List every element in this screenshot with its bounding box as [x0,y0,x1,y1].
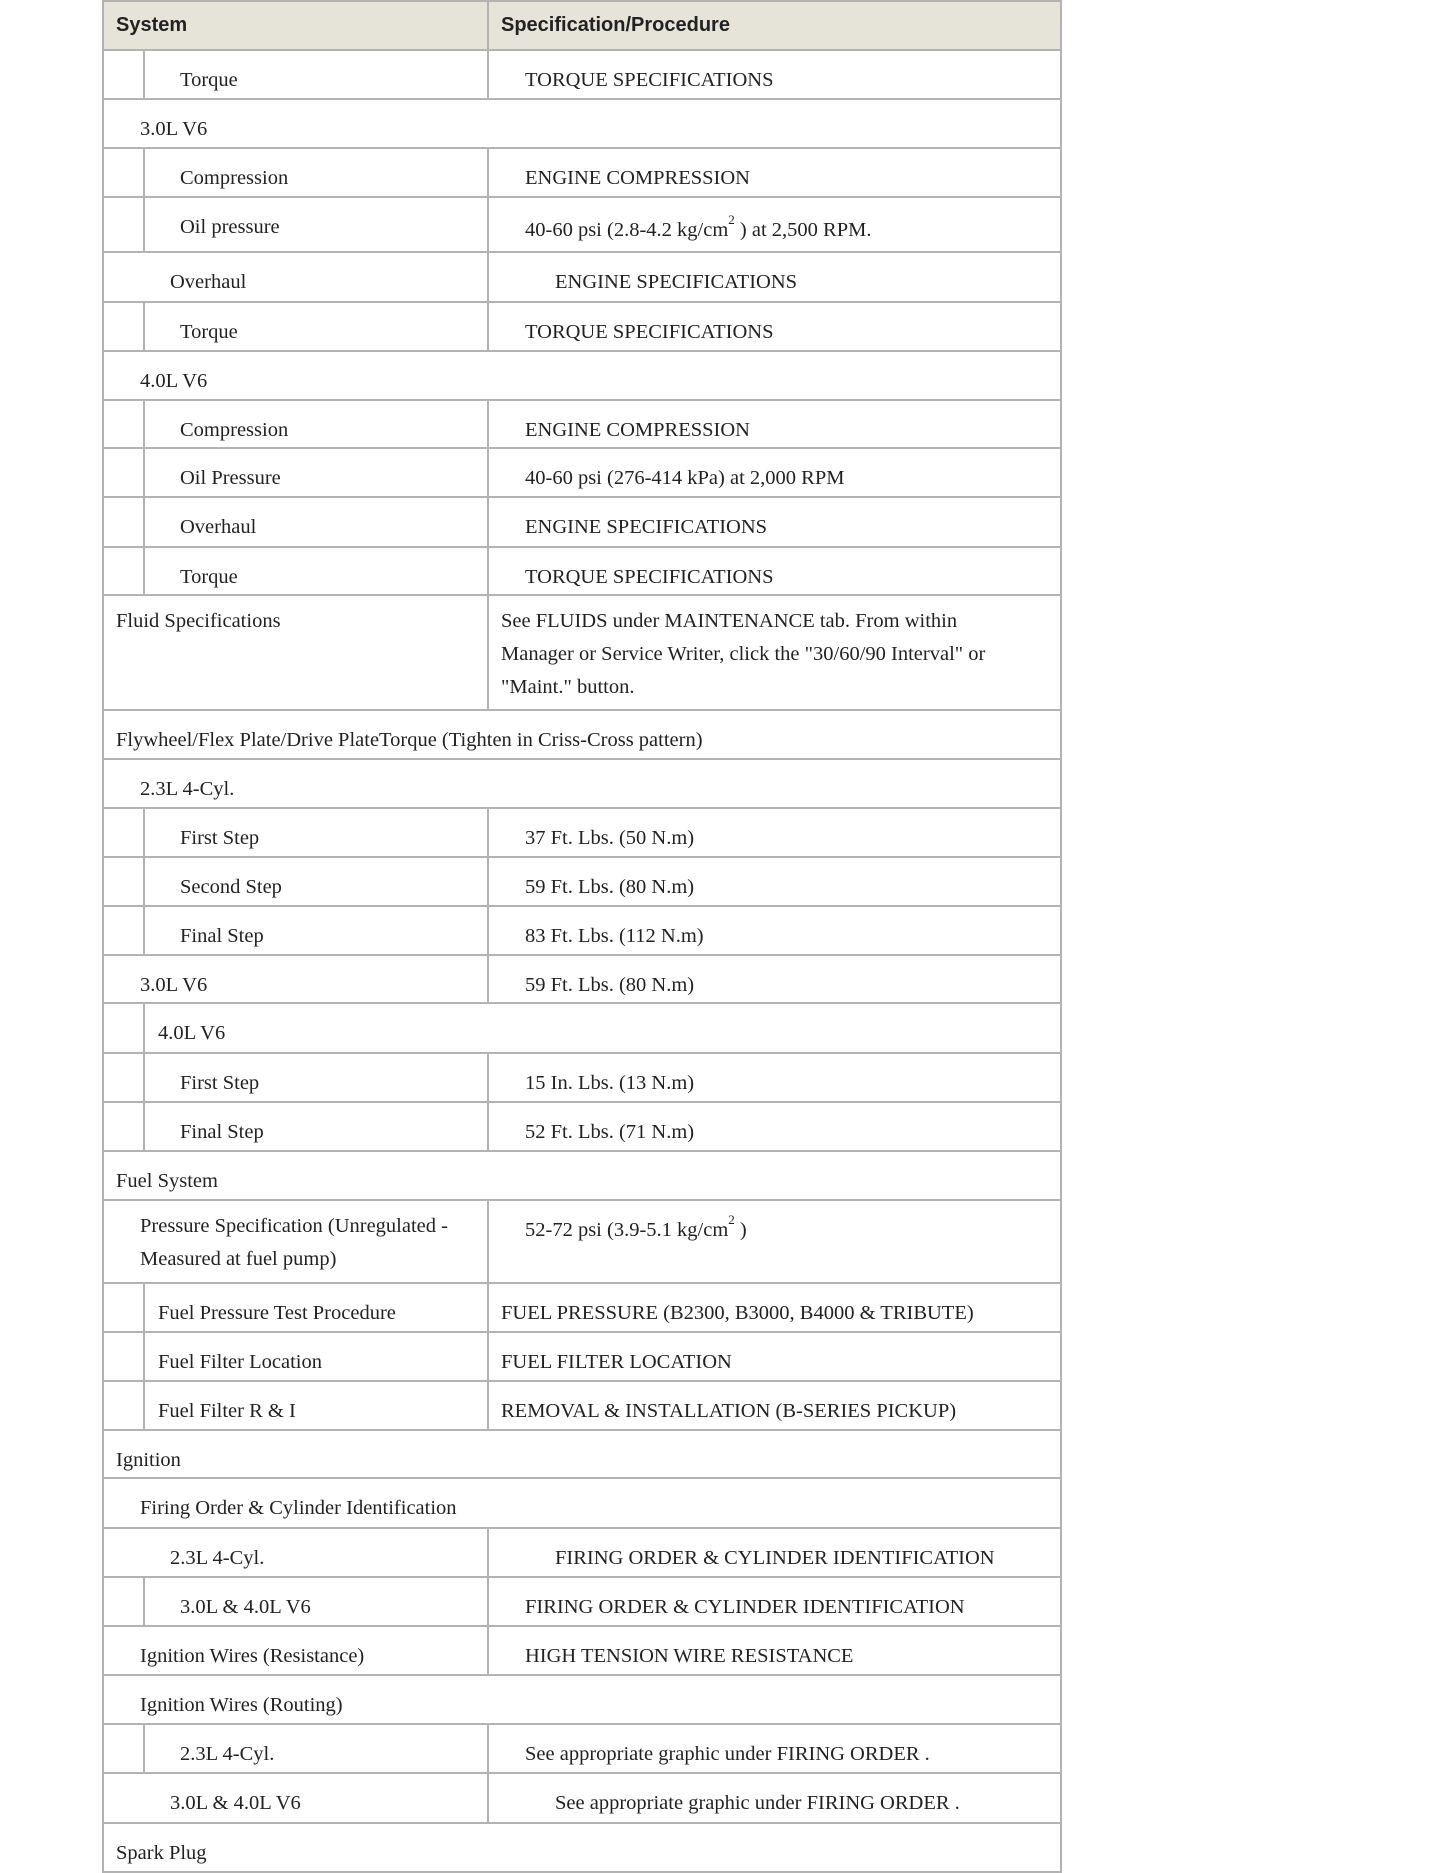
group-cell: Ignition [116,1449,181,1471]
table-row [102,809,1062,858]
spec-cell: 15 In. Lbs. (13 N.m) [525,1072,695,1094]
table-row [102,253,1062,303]
spec-cell: FUEL PRESSURE (B2300, B3000, B4000 & TRIBUTE) [501,1302,974,1324]
spec-cell: HIGH TENSION WIRE RESISTANCE [525,1645,854,1667]
spec-cell: ENGINE COMPRESSION [525,419,750,441]
table-row [102,1627,1062,1676]
system-cell: 3.0L & 4.0L V6 [104,1774,489,1822]
system-cell: Fuel Pressure Test Procedure [104,1284,489,1331]
table-row [102,1201,1062,1284]
table-row [102,1578,1062,1627]
spec-cell: REMOVAL & INSTALLATION (B-SERIES PICKUP) [501,1400,957,1422]
table-row [102,1431,1062,1479]
table-row [102,1676,1062,1725]
system-cell: Final Step [104,1103,489,1150]
table-row [102,1004,1062,1054]
table-row [102,1824,1062,1873]
system-cell: First Step [104,1054,489,1101]
table-row [102,51,1062,100]
table-row [102,1529,1062,1578]
group-cell: 4.0L V6 [140,370,208,392]
system-cell: Second Step [104,858,489,905]
table-row [102,548,1062,596]
column-header-system: System [104,2,489,49]
table-row [102,303,1062,352]
system-cell: Ignition Wires (Resistance) [104,1627,489,1674]
group-cell: Flywheel/Flex Plate/Drive PlateTorque (Tighten in Criss-Cross pattern) [116,729,703,751]
table-row [102,596,1062,711]
spec-cell: 59 Ft. Lbs. (80 N.m) [525,974,695,996]
group-cell: Fuel System [116,1170,218,1192]
group-cell: Spark Plug [116,1842,207,1864]
spec-cell: ENGINE SPECIFICATIONS [525,516,768,538]
spec-cell: ENGINE SPECIFICATIONS [555,271,798,293]
system-cell: Oil pressure [104,198,489,251]
spec-cell: 40-60 psi (276-414 kPa) at 2,000 RPM [525,467,845,489]
system-cell: Torque [104,548,489,594]
table-row [102,956,1062,1004]
system-cell: Fuel Filter R & I [104,1382,489,1429]
table-row [102,449,1062,498]
table-row [102,1774,1062,1824]
table-row [102,498,1062,548]
system-cell: Overhaul [104,253,489,301]
system-cell: Final Step [104,907,489,954]
spec-cell: 83 Ft. Lbs. (112 N.m) [525,925,704,947]
spec-cell: See FLUIDS under MAINTENANCE tab. From within Manager or Service Writer, click the "30/60/90 Interval" or "Maint." button. [501,610,986,698]
system-cell: Fuel Filter Location [104,1333,489,1380]
table-row [102,1333,1062,1382]
system-cell: 2.3L 4-Cyl. [104,1529,489,1576]
system-cell: Compression [104,401,489,447]
group-cell: Firing Order & Cylinder Identification [140,1497,457,1519]
system-cell: Fluid Specifications [104,596,489,709]
table-row [102,1725,1062,1774]
system-cell: Oil Pressure [104,449,489,496]
spec-cell: FIRING ORDER & CYLINDER IDENTIFICATION [525,1596,965,1618]
table-row [102,1479,1062,1529]
system-cell: Compression [104,149,489,196]
table-row [102,1054,1062,1103]
spec-cell: TORQUE SPECIFICATIONS [525,566,774,588]
spec-cell: FIRING ORDER & CYLINDER IDENTIFICATION [555,1547,995,1569]
table-row [102,352,1062,401]
system-cell: Pressure Specification (Unregulated - Measured at fuel pump) [104,1201,489,1282]
table-row [102,401,1062,449]
spec-cell: 40-60 psi (2.8-4.2 $kg/cm^2$ ) at 2,500 RPM. [525,212,872,241]
system-cell: Overhaul [104,498,489,546]
spec-cell: FUEL FILTER LOCATION [501,1351,732,1373]
table-row [102,711,1062,760]
system-cell: 3.0L V6 [104,956,489,1002]
table-row [102,149,1062,198]
system-cell: First Step [104,809,489,856]
spec-cell: TORQUE SPECIFICATIONS [525,69,774,91]
spec-cell: 52 Ft. Lbs. (71 N.m) [525,1121,695,1143]
spec-cell: 37 Ft. Lbs. (50 N.m) [525,827,695,849]
system-cell: 3.0L & 4.0L V6 [104,1578,489,1625]
spec-cell: 52-72 psi (3.9-5.1 $kg/cm^2$ ) [525,1212,747,1241]
table-row [102,907,1062,956]
table-row [102,760,1062,809]
table-row [102,100,1062,149]
table-header [102,0,1062,51]
system-cell: 2.3L 4-Cyl. [104,1725,489,1772]
spec-cell: See appropriate graphic under FIRING ORDER . [525,1743,930,1765]
system-cell: Torque [104,303,489,350]
table-row [102,1152,1062,1201]
spec-cell: See appropriate graphic under FIRING ORDER . [555,1792,960,1814]
table-row [102,858,1062,907]
table-row [102,1284,1062,1333]
table-row [102,198,1062,253]
group-cell: 2.3L 4-Cyl. [140,778,235,800]
spec-cell: TORQUE SPECIFICATIONS [525,321,774,343]
group-cell: 4.0L V6 [158,1022,226,1044]
table-row [102,1382,1062,1431]
group-cell: Ignition Wires (Routing) [140,1694,343,1716]
group-cell: 3.0L V6 [140,118,208,140]
spec-cell: 59 Ft. Lbs. (80 N.m) [525,876,695,898]
specification-table [102,0,1062,1873]
spec-cell: ENGINE COMPRESSION [525,167,750,189]
table-row [102,1103,1062,1152]
column-header-spec: Specification/Procedure [501,14,730,36]
system-cell: Torque [104,51,489,98]
